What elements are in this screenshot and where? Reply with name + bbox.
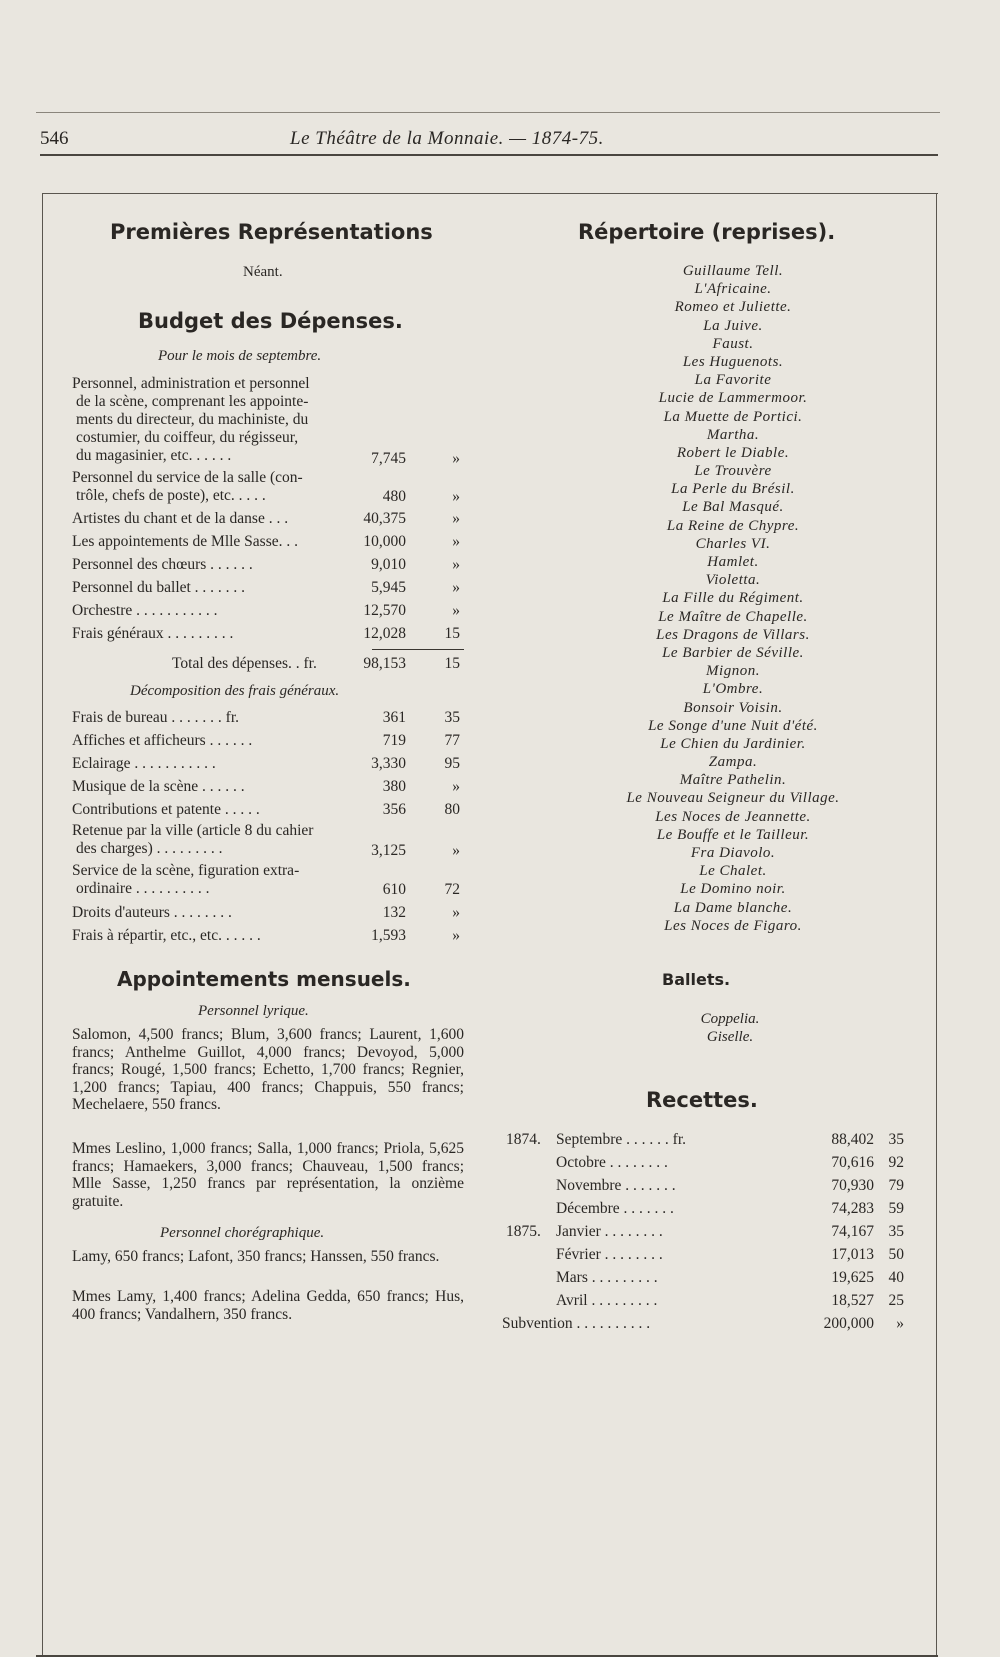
recettes-row (500, 1290, 910, 1312)
budget-item-line: Personnel, administration et personnel (72, 375, 310, 392)
repertoire-item: Mignon. (706, 663, 760, 680)
choreo-men-paragraph (72, 1248, 464, 1266)
repertoire-item: La Fille du Régiment. (662, 590, 804, 607)
header-rule (40, 154, 938, 156)
repertoire-item: Robert le Diable. (676, 444, 790, 461)
recettes-month: Février . . . . . . . . (556, 1246, 663, 1263)
repertoire-item: Hamlet. (707, 554, 759, 570)
frais-amount: 3,330 (371, 755, 406, 772)
repertoire-item: Le Trouvère (694, 463, 772, 480)
frais-item-row (72, 776, 472, 798)
budget-item-amount-row (72, 486, 472, 508)
recettes-amount: 17,013 (831, 1246, 874, 1263)
frais-cents: 80 (444, 801, 460, 818)
budget-item-row (72, 577, 472, 599)
frais-amount: 132 (382, 904, 406, 921)
budget-item-row (72, 600, 472, 622)
recettes-month: Octobre . . . . . . . . (556, 1154, 668, 1171)
repertoire-item: Le Bouffe et le Tailleur. (656, 826, 810, 843)
frais-item-row (72, 753, 472, 775)
repertoire-item: Le Chien du Jardinier. (660, 735, 806, 752)
budget-item-row (72, 623, 472, 645)
frais-amount: 356 (382, 801, 406, 818)
premieres-content: Néant. (243, 264, 283, 280)
choreo-subtitle: Personnel chorégraphique. (160, 1225, 325, 1241)
running-title: Le Théâtre de la Monnaie. — 1874-75. (290, 128, 604, 149)
frais-item-label: Affiches et afficheurs . . . . . . (72, 732, 253, 749)
frais-item-line: ordinaire . . . . . . . . . . (76, 880, 210, 897)
repertoire-item: Le Domino noir. (680, 881, 786, 898)
recettes-cents: 35 (888, 1223, 904, 1240)
repertoire-item: Le Chalet. (699, 863, 767, 880)
budget-total-cents: 15 (444, 655, 460, 672)
recettes-row (500, 1175, 910, 1197)
budget-item-line: du magasinier, etc. . . . . . (76, 447, 232, 464)
recettes-amount: 70,930 (831, 1177, 874, 1194)
recettes-cents: 40 (888, 1269, 904, 1286)
frais-item-label: Eclairage . . . . . . . . . . . (72, 755, 216, 772)
budget-cents: » (452, 488, 460, 505)
choreo-women-text: Mmes Lamy, 1,400 francs; Adelina Gedda, 650 francs; Hus, 400 francs; Vandalhern, 350 francs. (72, 1288, 464, 1323)
recettes-cents: 79 (888, 1177, 904, 1194)
budget-item-line: de la scène, comprenant les appointe- (76, 393, 309, 410)
repertoire-item: L'Ombre. (702, 681, 764, 698)
repertoire-list (560, 262, 906, 935)
ballets-title: Ballets. (662, 970, 731, 989)
repertoire-item: Le Nouveau Seigneur du Village. (626, 790, 840, 807)
appointements-title: Appointements mensuels. (117, 967, 411, 991)
recettes-month: Décembre . . . . . . . (556, 1200, 674, 1217)
repertoire-item: Guillaume Tell. (682, 263, 784, 279)
premieres-title: Premières Représentations (110, 220, 433, 244)
repertoire-item: Le Maître de Chapelle. (658, 608, 808, 625)
budget-total-label: Total des dépenses. . fr. (172, 655, 317, 672)
recettes-cents: 50 (888, 1246, 904, 1263)
budget-item-label: Frais généraux . . . . . . . . . (72, 625, 234, 642)
subvention-amount: 200,000 (823, 1315, 874, 1332)
budget-item-label: Personnel des chœurs . . . . . . (72, 556, 253, 573)
lyrique-subtitle: Personnel lyrique. (198, 1003, 309, 1019)
repertoire-item: Fra Diavolo. (690, 845, 776, 861)
recettes-row (500, 1198, 910, 1220)
repertoire-item: Les Huguenots. (682, 353, 784, 370)
frais-amount: 3,125 (371, 842, 406, 859)
lyrique-men-text: Salomon, 4,500 francs; Blum, 3,600 francs; Laurent, 1,600 francs; Anthelme Guillot, 4,000 francs; Devoyod, 5,000 francs; Rougé, 1,500 francs; Echetto, 1,700 francs; Regnier, 1,200 francs; Tapiau, 400 francs; Chappuis, 550 francs; Mechelaere, 550 francs. (72, 1026, 464, 1113)
top-rule (36, 112, 940, 113)
frais-item-line: Service de la scène, figuration extra- (72, 862, 300, 879)
ballet-item: Coppelia. (700, 1011, 760, 1027)
frais-amount: 361 (382, 709, 406, 726)
frais-cents: 35 (444, 709, 460, 726)
budget-cents: 15 (444, 625, 460, 642)
budget-cents: » (452, 533, 460, 550)
lyrique-men-paragraph (72, 1026, 464, 1114)
frais-item-label: Musique de la scène . . . . . . (72, 778, 245, 795)
repertoire-item: Le Bal Masqué. (682, 499, 784, 516)
frame-right-border (936, 193, 937, 1655)
frais-item-row (72, 730, 472, 752)
frais-cents: 72 (444, 881, 460, 898)
repertoire-item: Le Barbier de Séville. (662, 644, 804, 661)
frais-item-label: Droits d'auteurs . . . . . . . . (72, 904, 232, 921)
repertoire-item: Maître Pathelin. (679, 772, 787, 789)
budget-item-row (72, 508, 472, 530)
frais-item-line: Retenue par la ville (article 8 du cahier (72, 822, 314, 839)
budget-amount: 12,570 (363, 602, 406, 619)
repertoire-item: Zampa. (708, 754, 758, 771)
repertoire-item: La Dame blanche. (673, 899, 793, 916)
repertoire-item: Violetta. (705, 572, 761, 589)
page-number: 546 (40, 128, 69, 149)
budget-amount: 9,010 (371, 556, 406, 573)
frais-item-row (72, 925, 472, 947)
choreo-men-text: Lamy, 650 francs; Lafont, 350 francs; Hanssen, 550 francs. (72, 1248, 440, 1265)
budget-amount: 10,000 (363, 533, 406, 550)
repertoire-item: Les Dragons de Villars. (656, 626, 810, 643)
repertoire-item: La Perle du Brésil. (671, 481, 795, 498)
budget-item-row (72, 554, 472, 576)
budget-subtitle: Pour le mois de septembre. (158, 348, 322, 364)
frais-item-label: Contributions et patente . . . . . (72, 801, 260, 818)
recettes-title: Recettes. (646, 1088, 758, 1112)
recettes-amount: 74,283 (831, 1200, 874, 1217)
total-rule (372, 649, 464, 650)
recettes-row (500, 1244, 910, 1266)
ballet-item: Giselle. (706, 1029, 754, 1045)
recettes-cents: 35 (888, 1131, 904, 1148)
recettes-row (500, 1129, 910, 1151)
frais-cents: 95 (444, 755, 460, 772)
budget-total-amount: 98,153 (363, 655, 406, 672)
recettes-month: Avril . . . . . . . . . (556, 1292, 658, 1309)
repertoire-title: Répertoire (reprises). (578, 220, 836, 244)
repertoire-item: La Juive. (703, 317, 763, 334)
frais-item-row (72, 707, 472, 729)
frais-item-amount-row (72, 840, 472, 862)
frais-item-line: des charges) . . . . . . . . . (76, 840, 223, 857)
budget-item-line: ments du directeur, du machiniste, du (76, 411, 309, 428)
recettes-month: Septembre . . . . . . fr. (556, 1131, 687, 1148)
frame-left-border (42, 193, 43, 1655)
lyrique-women-paragraph (72, 1140, 464, 1210)
repertoire-item: La Reine de Chypre. (666, 517, 800, 534)
frais-amount: 1,593 (371, 927, 406, 944)
frais-cents: » (452, 842, 460, 859)
repertoire-item: Les Noces de Jeannette. (655, 808, 811, 825)
frame-top-border (42, 193, 938, 194)
frais-subtitle: Décomposition des frais généraux. (130, 683, 340, 699)
frais-amount: 380 (382, 778, 406, 795)
repertoire-item: Le Songe d'une Nuit d'été. (648, 717, 818, 734)
budget-amount: 5,945 (371, 579, 406, 596)
repertoire-item: L'Africaine. (694, 281, 772, 298)
budget-cents: » (452, 579, 460, 596)
frais-amount: 610 (382, 881, 406, 898)
recettes-month: Mars . . . . . . . . . (556, 1269, 658, 1286)
budget-item-label: Artistes du chant et de la danse . . . (72, 510, 289, 527)
repertoire-item: Martha. (706, 426, 760, 443)
recettes-year: 1875. (506, 1223, 541, 1240)
budget-item-line: trôle, chefs de poste), etc. . . . . (76, 487, 266, 504)
budget-cents: » (452, 602, 460, 619)
recettes-row (500, 1221, 910, 1243)
frais-item-amount-row (72, 879, 472, 901)
budget-amount: 480 (382, 488, 406, 505)
recettes-amount: 18,527 (831, 1292, 874, 1309)
budget-cents: » (452, 556, 460, 573)
recettes-row (500, 1267, 910, 1289)
recettes-amount: 88,402 (831, 1131, 874, 1148)
recettes-cents: 59 (888, 1200, 904, 1217)
subvention-label: Subvention . . . . . . . . . . (502, 1315, 651, 1332)
repertoire-item: Faust. (712, 335, 754, 352)
budget-item-line: Personnel du service de la salle (con- (72, 469, 303, 486)
budget-item-label: Les appointements de Mlle Sasse. . . (72, 533, 298, 550)
choreo-women-paragraph (72, 1288, 464, 1323)
frais-cents: » (452, 778, 460, 795)
budget-cents: » (452, 450, 460, 467)
subvention-cents: » (896, 1315, 904, 1332)
frais-cents: » (452, 904, 460, 921)
budget-title: Budget des Dépenses. (138, 309, 403, 333)
frais-amount: 719 (382, 732, 406, 749)
budget-amount: 12,028 (363, 625, 406, 642)
budget-item-label: Orchestre . . . . . . . . . . . (72, 602, 218, 619)
ballets-list (600, 1010, 860, 1046)
repertoire-item: Bonsoir Voisin. (683, 699, 783, 716)
frais-item-row (72, 799, 472, 821)
frais-item-row (72, 902, 472, 924)
repertoire-item: Romeo et Juliette. (674, 299, 792, 316)
recettes-cents: 25 (888, 1292, 904, 1309)
frais-item-label: Frais à répartir, etc., etc. . . . . . (72, 927, 261, 944)
recettes-amount: 70,616 (831, 1154, 874, 1171)
frais-cents: » (452, 927, 460, 944)
budget-item-amount-row (72, 448, 472, 470)
budget-amount: 40,375 (363, 510, 406, 527)
budget-item-line: costumier, du coiffeur, du régisseur, (76, 429, 299, 446)
frais-item-label: Frais de bureau . . . . . . . fr. (72, 709, 240, 726)
lyrique-women-text: Mmes Leslino, 1,000 francs; Salla, 1,000 francs; Priola, 5,625 francs; Hamaekers, 3,000 francs; Chauveau, 1,500 francs; Mlle Sasse, 1,250 francs par représentation, la onzième gratuite. (72, 1140, 464, 1210)
budget-item-label: Personnel du ballet . . . . . . . (72, 579, 246, 596)
recettes-row (500, 1152, 910, 1174)
recettes-subvention-row (500, 1313, 910, 1335)
repertoire-item: La Favorite (694, 372, 772, 389)
recettes-cents: 92 (888, 1154, 904, 1171)
recettes-amount: 74,167 (831, 1223, 874, 1240)
recettes-year: 1874. (506, 1131, 541, 1148)
repertoire-item: Les Noces de Figaro. (664, 917, 802, 934)
budget-total-row (72, 653, 472, 675)
frais-cents: 77 (444, 732, 460, 749)
recettes-month: Novembre . . . . . . . (556, 1177, 676, 1194)
recettes-amount: 19,625 (831, 1269, 874, 1286)
repertoire-item: Lucie de Lammermoor. (658, 390, 808, 407)
repertoire-item: La Muette de Portici. (663, 408, 803, 425)
recettes-month: Janvier . . . . . . . . (556, 1223, 663, 1240)
budget-cents: » (452, 510, 460, 527)
repertoire-item: Charles VI. (695, 535, 771, 552)
budget-item-row (72, 531, 472, 553)
budget-amount: 7,745 (371, 450, 406, 467)
